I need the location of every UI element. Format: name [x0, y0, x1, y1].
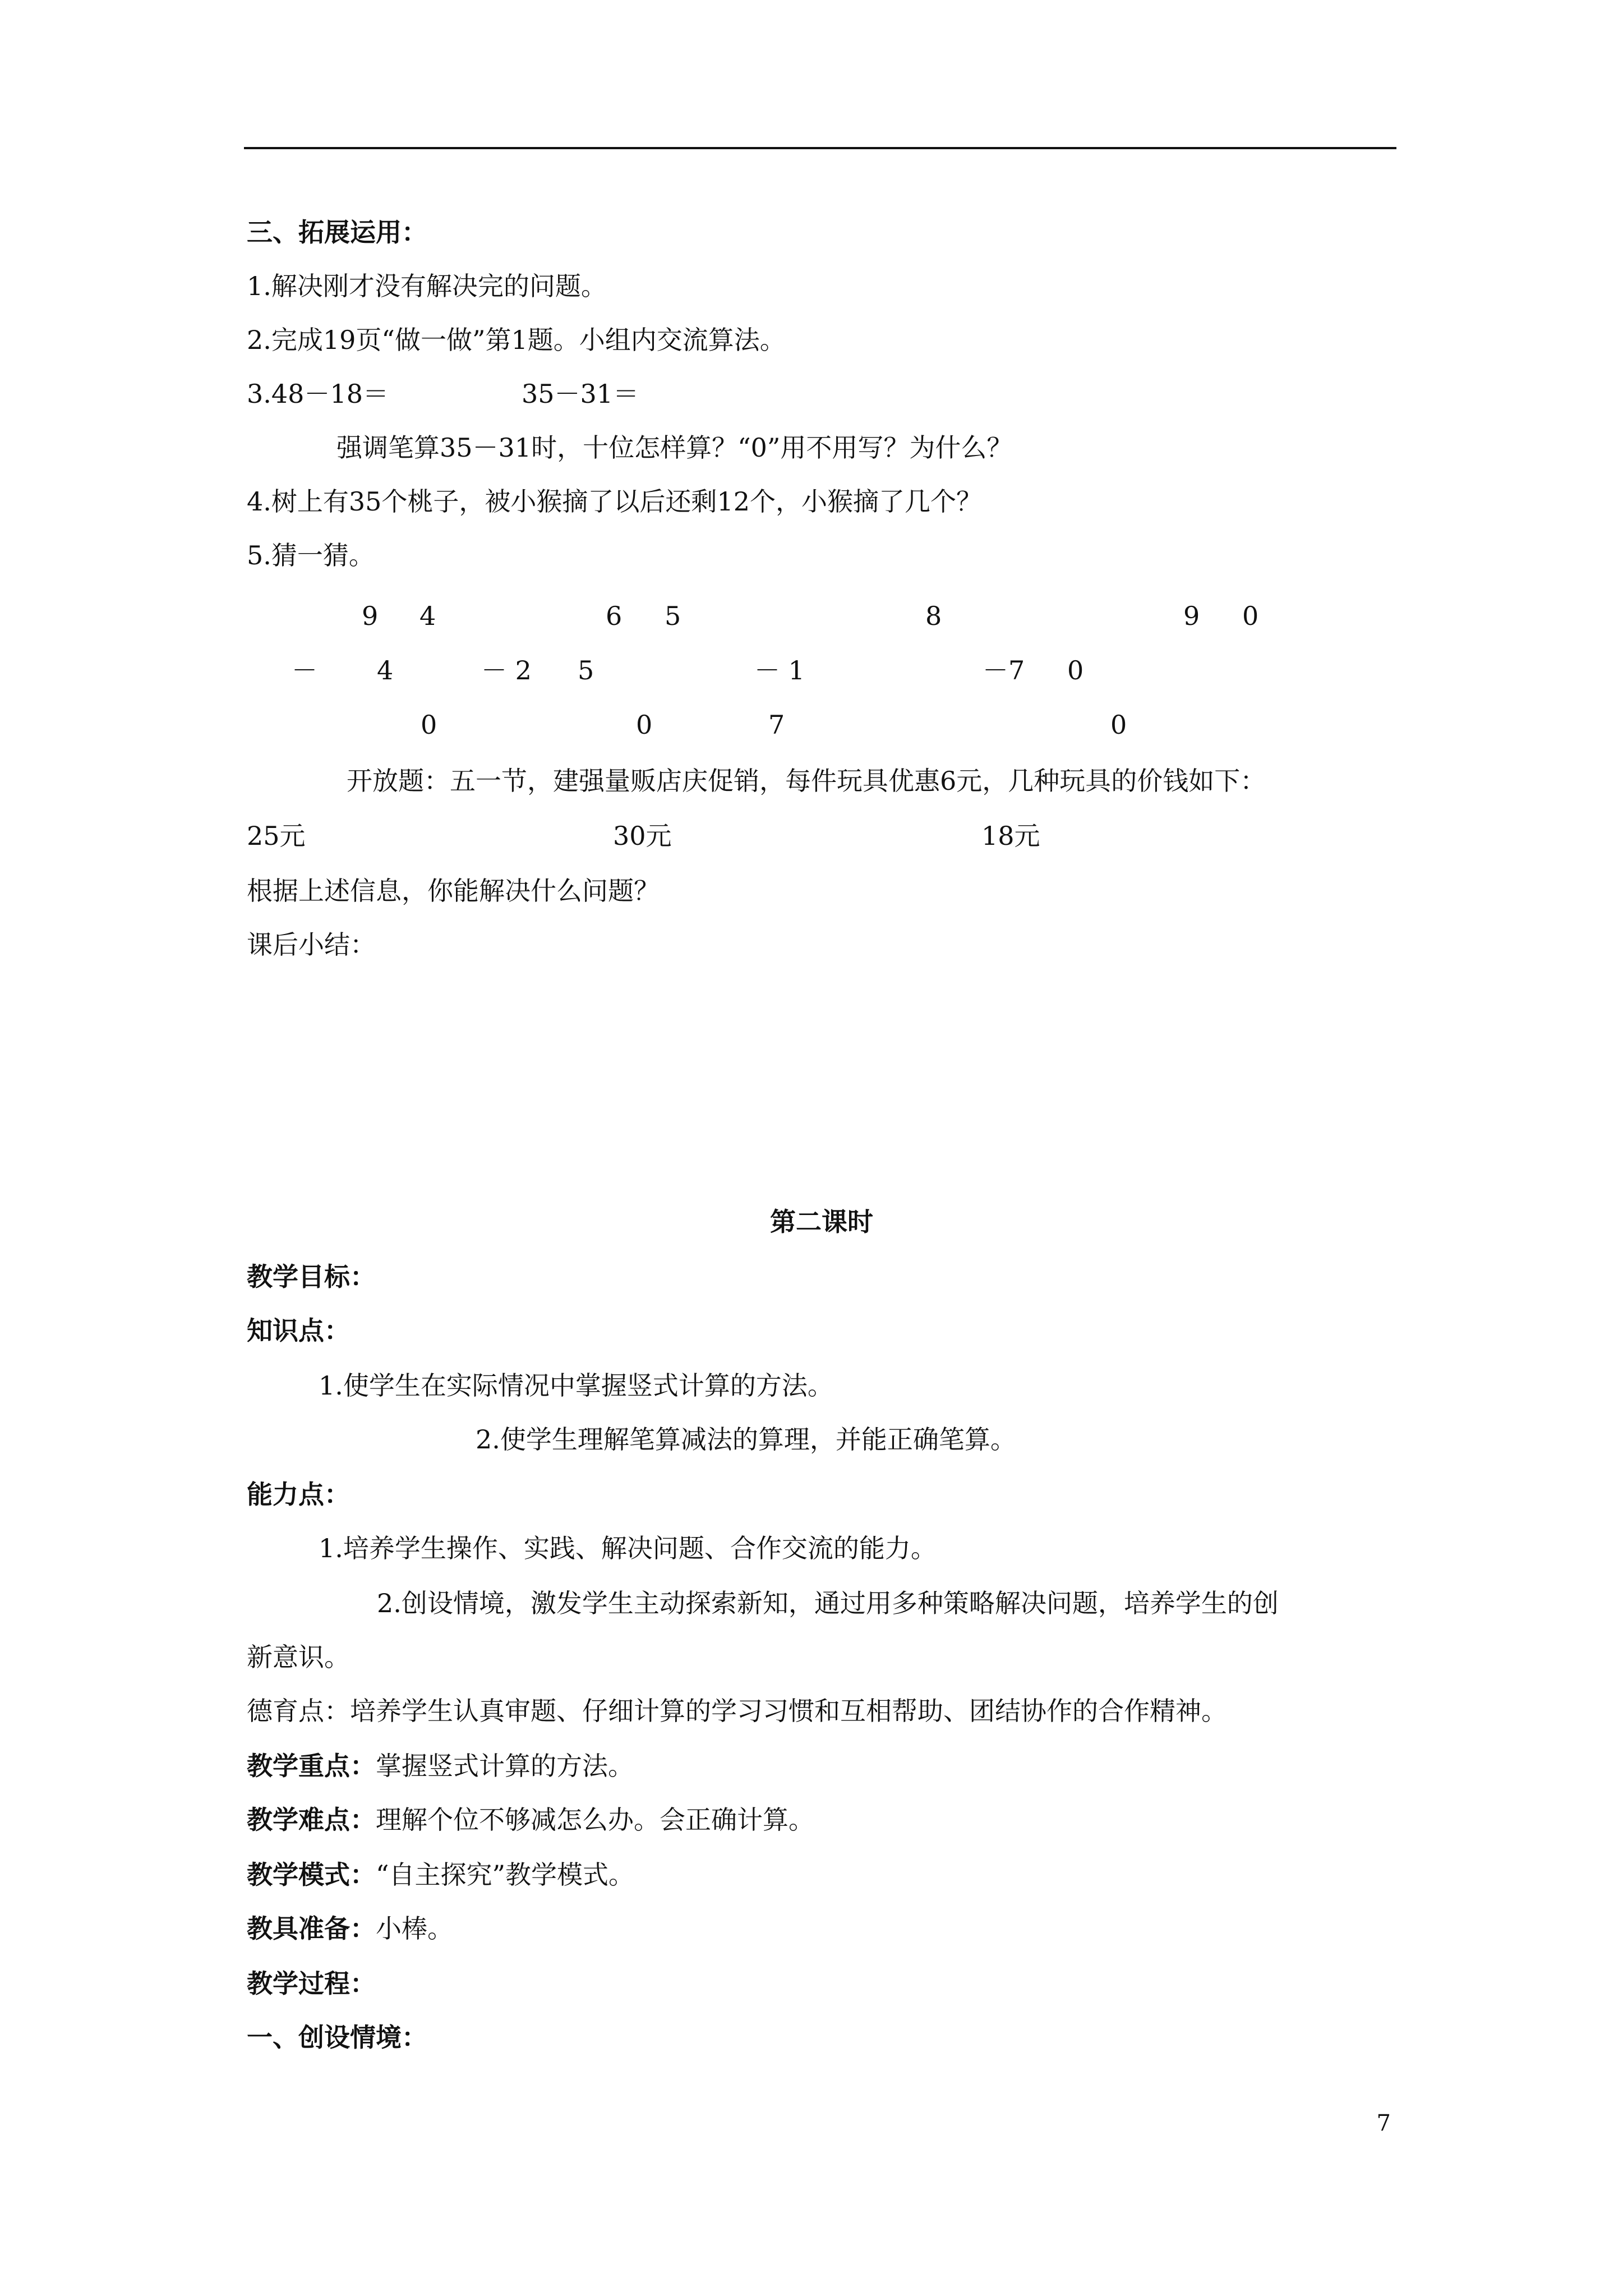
puzzle2-digit: 0: [636, 710, 653, 740]
item-3a: 3.48－18＝: [247, 379, 389, 409]
ability-label: 能力点：: [247, 1479, 350, 1510]
moral-point: 德育点：培养学生认真审题、仔细计算的学习习惯和互相帮助、团结协作的合作精神。: [247, 1696, 1227, 1726]
knowledge-2: 2.使学生理解笔算减法的算理，并能正确笔算。: [476, 1424, 1016, 1455]
difficulty-text: 理解个位不够减怎么办。会正确计算。: [376, 1805, 814, 1835]
process-label: 教学过程：: [247, 1968, 376, 1999]
key-point-text: 掌握竖式计算的方法。: [376, 1751, 634, 1781]
puzzle4-operator: －7: [983, 655, 1025, 685]
teaching-tools-label: 教具准备：: [247, 1913, 376, 1944]
item-2: 2.完成19页“做一做”第1题。小组内交流算法。: [247, 325, 786, 355]
item-1: 1.解决刚才没有解决完的问题。: [247, 271, 607, 301]
page-number: 7: [1376, 2110, 1391, 2136]
puzzle2-digit: 6: [606, 601, 623, 631]
key-point: [247, 1749, 634, 1783]
puzzle1-digit: 4: [419, 601, 436, 631]
puzzle4-digit: 9: [1183, 601, 1200, 631]
key-point-label: 教学重点：: [247, 1751, 376, 1781]
ability-1: 1.培养学生操作、实践、解决问题、合作交流的能力。: [319, 1533, 937, 1563]
puzzle1-digit: 0: [421, 710, 437, 740]
puzzle3-digit: 7: [768, 710, 785, 740]
price-1: 25元: [247, 821, 306, 851]
puzzle4-digit: 0: [1242, 601, 1259, 631]
header-rule: [244, 147, 1396, 149]
puzzle4-digit: 0: [1067, 655, 1084, 685]
lesson-title: 第二课时: [770, 1207, 873, 1237]
difficulty-label: 教学难点：: [247, 1805, 376, 1835]
after-class-summary: 课后小结：: [247, 930, 376, 960]
item-3b: 35－31＝: [522, 379, 639, 409]
price-2: 30元: [613, 821, 672, 851]
item-5: 5.猜一猜。: [247, 540, 375, 570]
teaching-mode-label: 教学模式：: [247, 1860, 376, 1890]
ability-2-line1: 2.创设情境，激发学生主动探索新知，通过用多种策略解决问题，培养学生的创: [377, 1588, 1279, 1618]
goals-label: 教学目标：: [247, 1262, 376, 1292]
ability-2-line2: 新意识。: [247, 1642, 350, 1672]
solve-question: 根据上述信息，你能解决什么问题？: [247, 876, 660, 906]
item-4: 4.树上有35个桃子，被小猴摘了以后还剩12个，小猴摘了几个？: [247, 486, 982, 517]
puzzle3-digit: 8: [925, 601, 942, 631]
knowledge-1: 1.使学生在实际情况中掌握竖式计算的方法。: [319, 1370, 833, 1401]
puzzle2-digit: 5: [578, 655, 594, 685]
puzzle1-digit: 4: [377, 655, 394, 685]
section-heading: 三、拓展运用：: [247, 217, 427, 247]
open-question: 开放题：五一节，建强量贩店庆促销，每件玩具优惠6元，几种玩具的价钱如下：: [347, 766, 1266, 796]
puzzle2-operator: － 2: [481, 655, 532, 685]
puzzle3-operator: － 1: [754, 655, 805, 685]
teaching-tools-text: 小棒。: [376, 1913, 453, 1944]
teaching-mode: [247, 1858, 634, 1892]
puzzle1-digit: 9: [362, 601, 379, 631]
teaching-mode-text: “自主探究”教学模式。: [376, 1860, 635, 1890]
puzzle2-digit: 5: [665, 601, 681, 631]
puzzle4-digit: 0: [1110, 710, 1127, 740]
difficulty: [247, 1803, 814, 1837]
price-3: 18元: [981, 821, 1040, 851]
puzzle1-operator: －: [292, 655, 317, 685]
item-3-note: 强调笔算35－31时，十位怎样算？“0”用不用写？为什么？: [336, 432, 1013, 463]
step-1-heading: 一、创设情境：: [247, 2022, 427, 2053]
knowledge-label: 知识点：: [247, 1315, 350, 1346]
teaching-tools: [247, 1912, 453, 1945]
